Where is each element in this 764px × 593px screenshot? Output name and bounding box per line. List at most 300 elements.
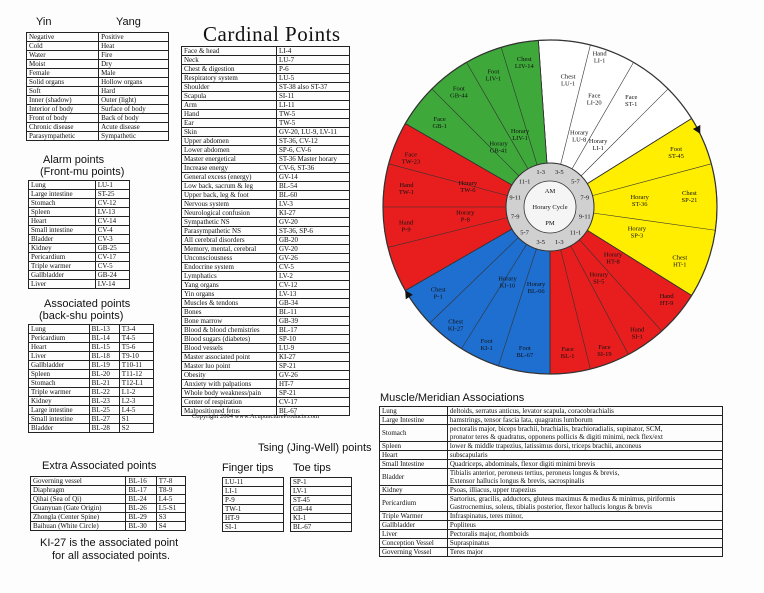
associated-row-cell: Heart xyxy=(29,343,90,352)
cardinal-row xyxy=(182,182,350,191)
cardinal-row-cell: Master luo point xyxy=(182,362,277,371)
horary-label: P-8 xyxy=(460,216,470,224)
muscle-row-cell: Gallbladder xyxy=(380,521,448,530)
associated-row-cell: L1-2 xyxy=(119,388,153,397)
cardinal-row-cell: Memory, mental, cerebral xyxy=(182,245,277,254)
associated-row-cell: BL-27 xyxy=(89,415,119,424)
sector-label: Foot xyxy=(518,344,531,352)
cardinal-row-cell: Lower abdomen xyxy=(182,146,277,155)
cardinal-row-cell: GB-34 xyxy=(276,299,349,308)
horary-label: BL-66 xyxy=(527,287,545,295)
sector-label: LU-1 xyxy=(561,80,576,88)
horary-label: LU-8 xyxy=(572,136,587,144)
associated-row-cell: Bladder xyxy=(29,424,90,433)
toe-row xyxy=(291,496,352,505)
yin-yang-row-cell: Negative xyxy=(27,33,99,42)
yin-yang-row-cell: Heat xyxy=(99,42,169,51)
cardinal-row xyxy=(182,146,350,155)
toe-row xyxy=(291,487,352,496)
cardinal-row xyxy=(182,65,350,74)
cardinal-row-cell: Increase energy xyxy=(182,164,277,173)
muscle-row-cell: Psoas, illiacus, upper trapezius xyxy=(447,486,722,495)
muscle-row xyxy=(380,460,723,469)
page-title: Cardinal Points xyxy=(203,22,341,46)
muscle-row xyxy=(380,407,723,416)
muscle-row-cell: Pectoralis major, rhomboids xyxy=(447,530,722,539)
associated-row-cell: Lung xyxy=(29,325,90,334)
cardinal-row-cell: ST-36 Master horary xyxy=(276,155,349,164)
yin-yang-row-cell: Sympathetic xyxy=(99,132,169,141)
muscle-row xyxy=(380,425,723,442)
finger-row xyxy=(223,505,284,514)
sector-label: LI-20 xyxy=(586,99,602,107)
extra-row-cell: BL-26 xyxy=(126,504,156,513)
extra-row-cell: T7-8 xyxy=(156,477,185,486)
cardinal-row xyxy=(182,83,350,92)
muscle-row xyxy=(380,416,723,425)
cardinal-table xyxy=(181,46,350,416)
yin-yang-row-cell: Female xyxy=(27,69,99,78)
finger-row-cell: HT-9 xyxy=(223,514,284,523)
associated-table xyxy=(28,324,154,433)
associated-row-cell: T3-4 xyxy=(119,325,153,334)
associated-row-cell: BL-20 xyxy=(89,370,119,379)
cardinal-row-cell: BL-67 xyxy=(276,407,349,416)
associated-row xyxy=(29,397,154,406)
cardinal-row-cell: Master associated point xyxy=(182,353,277,362)
cardinal-row-cell: Scapula xyxy=(182,92,277,101)
muscle-row xyxy=(380,469,723,486)
hour-label: 7-9 xyxy=(580,194,590,202)
alarm-row-cell: Stomach xyxy=(29,199,96,208)
horary-label: LIV-1 xyxy=(512,134,528,142)
associated-subtitle: (back-shu points) xyxy=(39,310,124,322)
cardinal-row-cell: Endocrine system xyxy=(182,263,277,272)
cardinal-row-cell: Face & head xyxy=(182,47,277,56)
horary-label: Horary xyxy=(627,225,647,233)
sector-label: Hand xyxy=(399,181,414,189)
cardinal-row-cell: Neck xyxy=(182,56,277,65)
muscle-row xyxy=(380,521,723,530)
associated-row-cell: T10-11 xyxy=(119,361,153,370)
extra-table xyxy=(30,476,186,531)
cardinal-row-cell: Yang organs xyxy=(182,281,277,290)
cardinal-row-cell: Blood & blood chemistries xyxy=(182,326,277,335)
cardinal-row xyxy=(182,299,350,308)
sector-label: KI-1 xyxy=(480,344,493,352)
associated-row xyxy=(29,325,154,334)
associated-section xyxy=(28,298,154,433)
associated-row-cell: T12-L1 xyxy=(119,379,153,388)
extra-note-line1: KI-27 is the associated point xyxy=(40,537,179,549)
cardinal-row xyxy=(182,389,350,398)
muscle-row-cell: Heart xyxy=(380,451,448,460)
alarm-row-cell: CV-17 xyxy=(95,253,129,262)
alarm-title: Alarm points xyxy=(43,154,105,166)
cardinal-row-cell: LV-13 xyxy=(276,290,349,299)
sector-label: Face xyxy=(625,94,638,102)
horary-label: Horary xyxy=(498,275,517,283)
horary-label: TW-6 xyxy=(460,187,476,195)
associated-row xyxy=(29,361,154,370)
horary-label: Horary xyxy=(588,138,608,146)
alarm-row-cell: CV-14 xyxy=(95,217,129,226)
extra-row xyxy=(31,504,186,513)
horary-label: Horary xyxy=(589,271,608,279)
cardinal-row xyxy=(182,191,350,200)
cardinal-row xyxy=(182,218,350,227)
muscle-row-cell: deltoids, serratus anticus, levator scapula, coracobrachialis xyxy=(447,407,722,416)
cardinal-row-cell: Center of respiration xyxy=(182,398,277,407)
yin-yang-row xyxy=(27,69,169,78)
cardinal-row xyxy=(182,344,350,353)
muscle-table xyxy=(379,406,723,557)
toe-row-cell: SP-1 xyxy=(291,478,352,487)
horary-label: GB-41 xyxy=(489,147,508,155)
yin-yang-row-cell: Parasympathetic xyxy=(27,132,99,141)
cardinal-row-cell: SP-6, CV-6 xyxy=(276,146,349,155)
sector-label: Chest xyxy=(448,318,464,326)
sector-label: BL-1 xyxy=(560,352,575,360)
extra-row xyxy=(31,477,186,486)
associated-row-cell: T9-10 xyxy=(119,352,153,361)
hour-label: 1-3 xyxy=(536,169,546,177)
yin-yang-section xyxy=(8,16,168,141)
yin-yang-row-cell: Hard xyxy=(99,87,169,96)
horary-label: Horary xyxy=(526,280,546,288)
horary-label: SI-5 xyxy=(593,278,605,286)
muscle-row-cell: Infraspinatus, teres minor, xyxy=(447,512,722,521)
associated-row-cell: T11-12 xyxy=(119,370,153,379)
cardinal-row-cell: Ear xyxy=(182,119,277,128)
cardinal-row xyxy=(182,380,350,389)
cardinal-row xyxy=(182,317,350,326)
yin-yang-row xyxy=(27,87,169,96)
alarm-row xyxy=(29,244,130,253)
yin-yang-table xyxy=(26,32,169,141)
cardinal-row-cell: BL-60 xyxy=(276,191,349,200)
alarm-row-cell: GB-24 xyxy=(95,271,129,280)
muscle-row xyxy=(380,451,723,460)
cardinal-row-cell: HT-7 xyxy=(276,380,349,389)
extra-row-cell: Guanyuan (Gate Origin) xyxy=(31,504,126,513)
horary-label: HT-8 xyxy=(606,258,620,266)
horary-label: KI-10 xyxy=(499,282,516,290)
cardinal-row xyxy=(182,200,350,209)
associated-row-cell: BL-15 xyxy=(89,343,119,352)
yang-header: Yang xyxy=(116,16,141,28)
yin-yang-row xyxy=(27,123,169,132)
alarm-row xyxy=(29,217,130,226)
alarm-table xyxy=(28,180,130,289)
yin-yang-row xyxy=(27,51,169,60)
cardinal-row xyxy=(182,101,350,110)
muscle-row-cell: Spleen xyxy=(380,442,448,451)
toe-row-cell: KI-1 xyxy=(291,514,352,523)
associated-row-cell: BL-23 xyxy=(89,397,119,406)
sector-label: KI-27 xyxy=(447,325,464,333)
alarm-row xyxy=(29,253,130,262)
toe-row xyxy=(291,523,352,532)
muscle-row-cell: Pericardium xyxy=(380,495,448,512)
sector-label: Chest xyxy=(516,56,532,64)
cardinal-row xyxy=(182,47,350,56)
muscle-row xyxy=(380,486,723,495)
associated-row xyxy=(29,352,154,361)
finger-row xyxy=(223,514,284,523)
cardinal-row-cell: Hand xyxy=(182,110,277,119)
hour-label: 5-7 xyxy=(571,178,580,186)
yin-yang-row-cell: Inner (shadow) xyxy=(27,96,99,105)
extra-row-cell: BL-17 xyxy=(126,486,156,495)
associated-row-cell: BL-22 xyxy=(89,388,119,397)
alarm-row-cell: Liver xyxy=(29,280,96,289)
finger-tips-title: Finger tips xyxy=(222,462,274,474)
muscle-title: Muscle/Meridian Associations xyxy=(380,392,525,404)
finger-tips-table xyxy=(222,477,284,532)
horary-label: Horary xyxy=(489,140,508,148)
toe-tips-table xyxy=(290,477,352,532)
alarm-row-cell: Spleen xyxy=(29,208,96,217)
cardinal-row-cell: KI-27 xyxy=(276,209,349,218)
cardinal-row-cell: BL-54 xyxy=(276,182,349,191)
associated-row-cell: BL-28 xyxy=(89,424,119,433)
cardinal-row-cell: All cerebral disorders xyxy=(182,236,277,245)
cardinal-row-cell: LU-7 xyxy=(276,56,349,65)
sector-label: P-9 xyxy=(401,226,411,234)
alarm-row-cell: Lung xyxy=(29,181,96,190)
extra-row xyxy=(31,486,186,495)
cardinal-row xyxy=(182,155,350,164)
yin-yang-row-cell: Hollow organs xyxy=(99,78,169,87)
cardinal-row-cell: BL-17 xyxy=(276,326,349,335)
cardinal-row-cell: Upper abdomen xyxy=(182,137,277,146)
cardinal-row-cell: ST-36, SP-6 xyxy=(276,227,349,236)
yin-yang-row xyxy=(27,42,169,51)
associated-row-cell: Spleen xyxy=(29,370,90,379)
cardinal-row-cell: Low back, sacrum & leg xyxy=(182,182,277,191)
alarm-row-cell: GB-25 xyxy=(95,244,129,253)
cardinal-row-cell: LU-9 xyxy=(276,344,349,353)
sector-label: LIV-14 xyxy=(514,63,534,71)
horary-label: Horary xyxy=(570,129,589,137)
sector-label: Chest xyxy=(430,286,446,294)
sector-label: Face xyxy=(561,345,574,353)
hour-label: 3-5 xyxy=(536,238,546,246)
muscle-row-cell: pectoralis major, biceps brachii, brachialis, brachioradialis, supinator, SCM, pronator teres & quadratus, opponens pollicis & digiti minimi, neck flex/ext xyxy=(447,425,722,442)
associated-row-cell: S1 xyxy=(119,415,153,424)
associated-row-cell: Kidney xyxy=(29,397,90,406)
alarm-row-cell: CV-5 xyxy=(95,262,129,271)
alarm-subtitle: (Front-mu points) xyxy=(40,166,125,178)
associated-row-cell: BL-19 xyxy=(89,361,119,370)
cardinal-row-cell: Lymphatics xyxy=(182,272,277,281)
yin-yang-row-cell: Cold xyxy=(27,42,99,51)
cardinal-row xyxy=(182,74,350,83)
cardinal-row-cell: CV-6, ST-36 xyxy=(276,164,349,173)
yin-yang-row-cell: Surface of body xyxy=(99,105,169,114)
cardinal-row xyxy=(182,128,350,137)
cardinal-row xyxy=(182,371,350,380)
extra-row-cell: Zhongla (Center Spine) xyxy=(31,513,126,522)
sector-label: Hand xyxy=(630,326,645,334)
sector-label: Face xyxy=(404,151,418,159)
extra-title: Extra Associated points xyxy=(42,460,157,472)
alarm-row-cell: Pericardium xyxy=(29,253,96,262)
cardinal-row xyxy=(182,110,350,119)
cardinal-row-cell: GB-39 xyxy=(276,317,349,326)
cardinal-row-cell: Bone marrow xyxy=(182,317,277,326)
cardinal-row-cell: Master energetical xyxy=(182,155,277,164)
alarm-row-cell: CV-3 xyxy=(95,235,129,244)
muscle-row-cell: hamstrings, tensor fascia lata, quagratus lumborum xyxy=(447,416,722,425)
sector-label: GB-1 xyxy=(432,122,447,130)
yin-yang-row xyxy=(27,33,169,42)
yin-yang-row-cell: Dry xyxy=(99,60,169,69)
hour-label: 7-9 xyxy=(510,213,520,221)
sector-label: LI-1 xyxy=(593,57,606,65)
associated-row-cell: BL-25 xyxy=(89,406,119,415)
sector-label: ST-45 xyxy=(668,152,684,160)
cardinal-row-cell: Yin organs xyxy=(182,290,277,299)
alarm-row-cell: Bladder xyxy=(29,235,96,244)
muscle-row-cell: Stomach xyxy=(380,425,448,442)
alarm-row-cell: CV-4 xyxy=(95,226,129,235)
finger-row xyxy=(223,487,284,496)
associated-row xyxy=(29,343,154,352)
cardinal-row-cell: Blood sugars (diabetes) xyxy=(182,335,277,344)
finger-row xyxy=(223,478,284,487)
horary-label: Horary xyxy=(630,194,649,202)
alarm-row xyxy=(29,226,130,235)
extra-note-line2: for all associated points. xyxy=(52,550,171,562)
cardinal-row-cell: Skin xyxy=(182,128,277,137)
cardinal-row-cell: Upper back, leg & foot xyxy=(182,191,277,200)
hour-label: 9-11 xyxy=(578,213,591,221)
extra-row-cell: BL-29 xyxy=(126,513,156,522)
associated-row-cell: S2 xyxy=(119,424,153,433)
muscle-row-cell: Triple Warmer xyxy=(380,512,448,521)
cardinal-row-cell: CV-12 xyxy=(276,281,349,290)
yin-yang-row-cell: Soft xyxy=(27,87,99,96)
sector-label: Foot xyxy=(487,68,500,76)
sector-label: Hand xyxy=(399,219,414,227)
cardinal-row-cell: Whole body weakness/pain xyxy=(182,389,277,398)
muscle-row-cell: Conception Vessel xyxy=(380,539,448,548)
muscle-row xyxy=(380,495,723,512)
cardinal-row xyxy=(182,56,350,65)
associated-row-cell: T5-6 xyxy=(119,343,153,352)
associated-row xyxy=(29,415,154,424)
cardinal-row xyxy=(182,92,350,101)
horary-cycle-label: Horary Cycle xyxy=(532,204,568,211)
associated-row-cell: Gallbladder xyxy=(29,361,90,370)
cardinal-row-cell: SP-10 xyxy=(276,335,349,344)
extra-row-cell: BL-16 xyxy=(126,477,156,486)
sector-label: Hand xyxy=(659,293,674,301)
cardinal-row xyxy=(182,326,350,335)
extra-row-cell: S4 xyxy=(156,522,185,531)
sector-label: BL-67 xyxy=(516,351,534,359)
associated-row-cell: BL-13 xyxy=(89,325,119,334)
cardinal-row xyxy=(182,164,350,173)
muscle-row-cell: Governing Vessel xyxy=(380,548,448,557)
cardinal-row xyxy=(182,263,350,272)
cardinal-row-cell: TW-5 xyxy=(276,110,349,119)
sector-label: Foot xyxy=(480,337,493,345)
associated-row xyxy=(29,424,154,433)
associated-row xyxy=(29,388,154,397)
cardinal-row xyxy=(182,119,350,128)
muscle-row-cell: Lung xyxy=(380,407,448,416)
yin-header: Yin xyxy=(36,16,52,28)
sector-label: Face xyxy=(433,115,446,123)
muscle-row-cell: Bladder xyxy=(380,469,448,486)
alarm-row xyxy=(29,199,130,208)
associated-row-cell: BL-14 xyxy=(89,334,119,343)
cardinal-row-cell: Unconsciousness xyxy=(182,254,277,263)
cardinal-row-cell: LV-2 xyxy=(276,272,349,281)
extra-row xyxy=(31,522,186,531)
muscle-row xyxy=(380,442,723,451)
hour-label: 3-5 xyxy=(554,169,564,177)
sector-label: TW-1 xyxy=(398,188,414,196)
cardinal-row-cell: Obesity xyxy=(182,371,277,380)
cardinal-row xyxy=(182,335,350,344)
yin-yang-row xyxy=(27,60,169,69)
muscle-row-cell: lower & middle trapezius, latissimus dorsi, triceps brachii, anconeus xyxy=(447,442,722,451)
toe-row-cell: GB-44 xyxy=(291,505,352,514)
tsing-title: Tsing (Jing-Well) points xyxy=(258,442,372,454)
yin-yang-row-cell: Solid organs xyxy=(27,78,99,87)
muscle-row-cell: Small Intestine xyxy=(380,460,448,469)
sector-label: TW-23 xyxy=(401,158,421,166)
finger-row-cell: P-9 xyxy=(223,496,284,505)
cardinal-row-cell: Shoulder xyxy=(182,83,277,92)
sector-label: Chest xyxy=(560,73,576,81)
cardinal-row-cell: Sympathetic NS xyxy=(182,218,277,227)
muscle-row-cell: Kidney xyxy=(380,486,448,495)
sector-label: P-1 xyxy=(433,293,443,301)
muscle-row-cell: Quadriceps, abdominals, flexor digiti minimi brevis xyxy=(447,460,722,469)
sector-label: ST-1 xyxy=(625,101,638,109)
cardinal-row xyxy=(182,272,350,281)
muscle-row xyxy=(380,548,723,557)
alarm-row-cell: CV-12 xyxy=(95,199,129,208)
cardinal-row-cell: ST-38 also ST-37 xyxy=(276,83,349,92)
horary-label: Horary xyxy=(456,209,475,217)
cardinal-row-cell: Chest & digestion xyxy=(182,65,277,74)
muscle-row-cell: Teres major xyxy=(447,548,722,557)
yin-yang-row-cell: Chronic disease xyxy=(27,123,99,132)
horary-label: Horary xyxy=(458,180,478,188)
yin-yang-row-cell: Back of body xyxy=(99,114,169,123)
muscle-row-cell: Sartorius, gracilis, adductors, gluteus maximus & medius & minimus, piriformis Gastrocnemius, soleus, tibialis posterior, flexor hallucis longus & brevis xyxy=(447,495,722,512)
cardinal-row-cell: CV-5 xyxy=(276,263,349,272)
associated-row xyxy=(29,370,154,379)
yin-yang-row-cell: Moist xyxy=(27,60,99,69)
cardinal-row-cell: Blood vessels xyxy=(182,344,277,353)
cardinal-row-cell: SP-21 xyxy=(276,362,349,371)
hour-label: 11-1 xyxy=(518,178,531,186)
sector-label: GB-44 xyxy=(450,92,468,100)
cardinal-row-cell: ST-36, CV-12 xyxy=(276,137,349,146)
extra-row xyxy=(31,513,186,522)
toe-row-cell: BL-67 xyxy=(291,523,352,532)
extra-row-cell: L4-5 xyxy=(156,495,185,504)
alarm-row xyxy=(29,208,130,217)
muscle-row xyxy=(380,512,723,521)
